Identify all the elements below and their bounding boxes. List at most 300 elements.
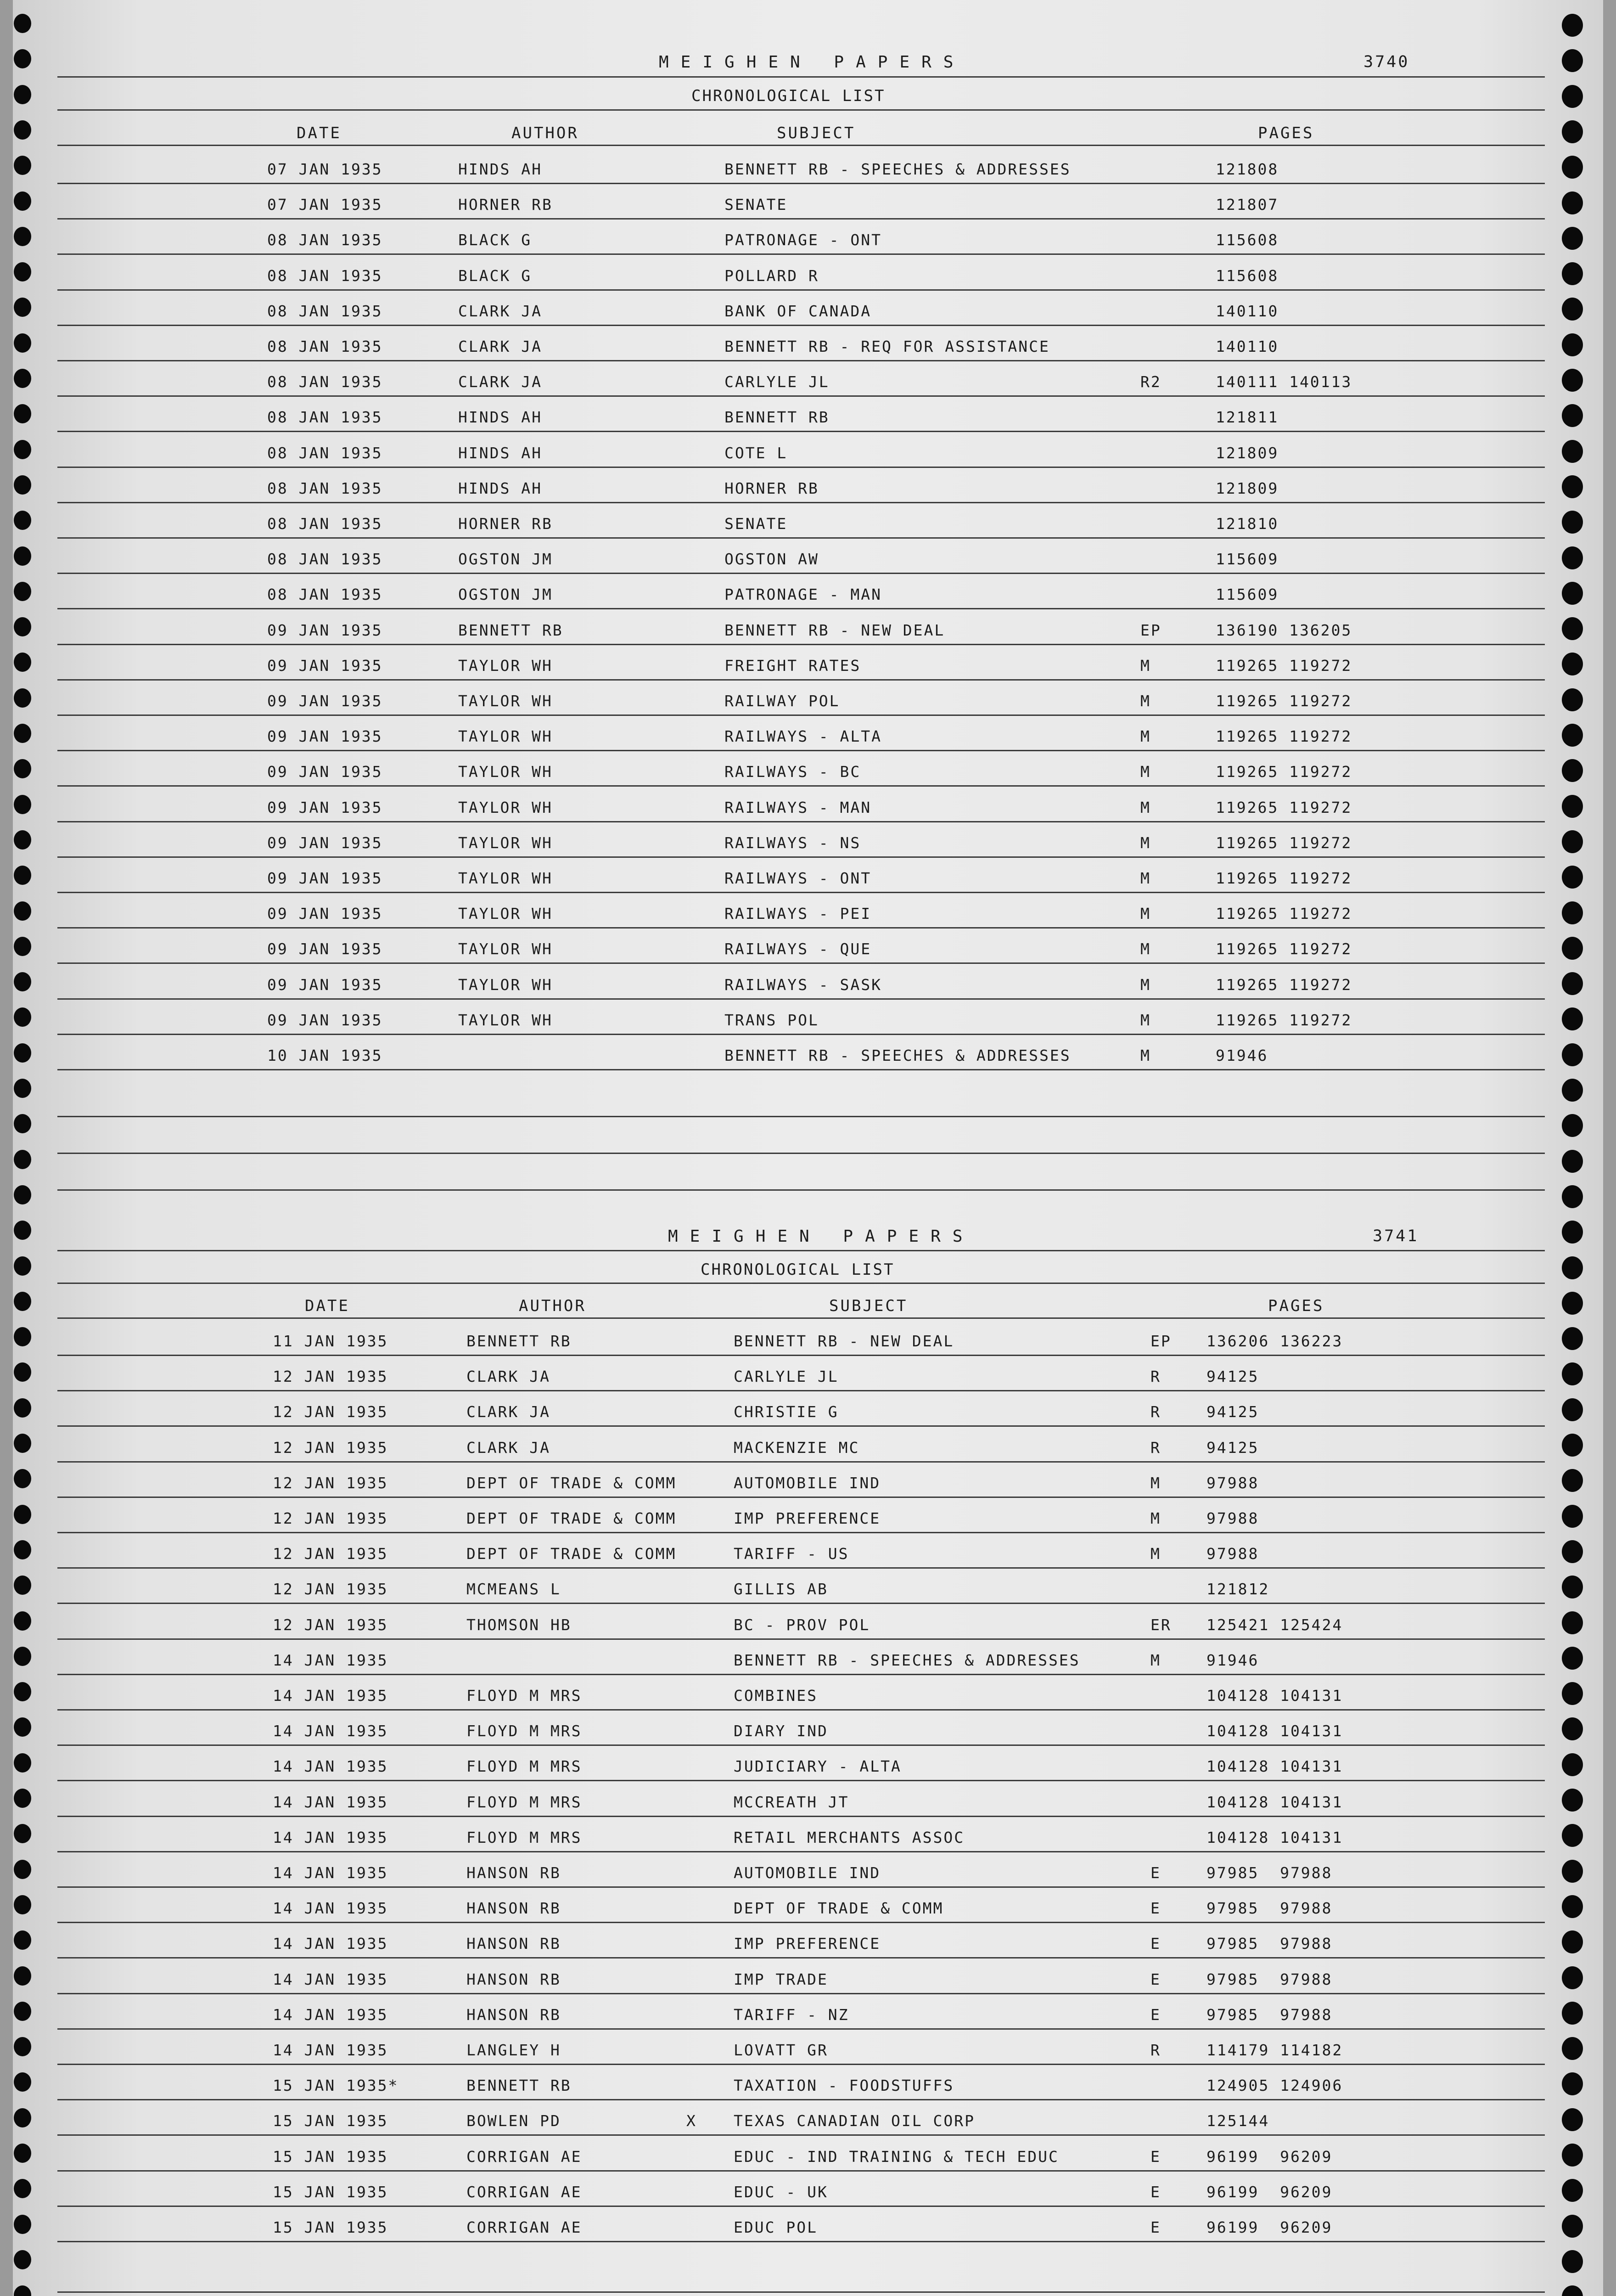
feed-hole	[1562, 546, 1583, 569]
entry-date: 09 JAN 1935	[267, 657, 383, 675]
entry-date: 07 JAN 1935	[267, 160, 383, 178]
feed-hole	[14, 937, 31, 956]
row-rule	[57, 1603, 1545, 1604]
feed-hole	[14, 1007, 31, 1027]
feed-hole	[14, 653, 31, 672]
row-rule	[57, 1461, 1545, 1463]
entry-date: 14 JAN 1935	[273, 1651, 388, 1669]
row-rule	[57, 821, 1545, 822]
column-header-author: AUTHOR	[519, 1297, 586, 1315]
entry-date: 12 JAN 1935	[273, 1580, 388, 1598]
entry-date: 14 JAN 1935	[273, 1829, 388, 1846]
entry-subject: SENATE	[724, 515, 788, 533]
entry-author: BENNETT RB	[458, 621, 563, 639]
feed-hole	[1562, 511, 1583, 534]
entry-author: BLACK G	[458, 231, 532, 249]
entry-subject: BC - PROV POL	[734, 1616, 870, 1634]
entry-date: 08 JAN 1935	[267, 338, 383, 355]
entry-author: TAYLOR WH	[458, 799, 553, 816]
entry-date: 09 JAN 1935	[267, 905, 383, 923]
entry-code: E	[1150, 2183, 1161, 2201]
feed-hole	[1562, 1327, 1583, 1350]
entry-subject: IMP PREFERENCE	[734, 1509, 881, 1527]
entry-date: 08 JAN 1935	[267, 231, 383, 249]
blank-rule	[57, 2291, 1545, 2293]
entry-code: EP	[1140, 621, 1162, 639]
feed-hole	[1562, 972, 1583, 995]
entry-date: 08 JAN 1935	[267, 479, 383, 497]
entry-author: FLOYD M MRS	[466, 1722, 582, 1740]
entry-date: 09 JAN 1935	[267, 1011, 383, 1029]
entry-pages: 121812	[1206, 1580, 1270, 1598]
feed-hole	[1562, 1150, 1583, 1173]
entry-date: 14 JAN 1935	[273, 1970, 388, 1988]
feed-hole	[14, 1150, 31, 1169]
feed-hole	[1562, 156, 1583, 179]
feed-hole	[1562, 227, 1583, 250]
entry-date: 09 JAN 1935	[267, 692, 383, 710]
entry-pages: 97985 97988	[1206, 1899, 1333, 1917]
entry-pages: 94125	[1206, 1403, 1259, 1421]
feed-hole	[1562, 1824, 1583, 1847]
entry-date: 12 JAN 1935	[273, 1509, 388, 1527]
row-rule	[57, 1674, 1545, 1675]
entry-subject: OGSTON AW	[724, 550, 819, 568]
row-rule	[57, 1816, 1545, 1817]
entry-subject: SENATE	[724, 196, 788, 214]
feed-hole	[14, 227, 31, 246]
row-rule	[57, 1390, 1545, 1391]
entry-code: M	[1140, 1011, 1151, 1029]
feed-hole	[14, 49, 31, 68]
entry-date: 12 JAN 1935	[273, 1545, 388, 1563]
entry-date: 14 JAN 1935	[273, 1793, 388, 1811]
entry-subject: BENNETT RB - SPEECHES & ADDRESSES	[724, 160, 1071, 178]
entry-date: 08 JAN 1935	[267, 302, 383, 320]
entry-code: M	[1140, 976, 1151, 994]
row-rule	[57, 431, 1545, 432]
entry-author: HANSON RB	[466, 2006, 561, 2024]
entry-code: M	[1140, 940, 1151, 958]
title-rule	[57, 1250, 1545, 1251]
column-header-subject: SUBJECT	[829, 1297, 908, 1315]
entry-code: E	[1150, 1970, 1161, 1988]
entry-author: HINDS AH	[458, 160, 542, 178]
feed-hole	[1562, 2215, 1583, 2238]
entry-code: R	[1150, 1439, 1161, 1457]
entry-subject: LOVATT GR	[734, 2041, 828, 2059]
feed-hole	[14, 1398, 31, 1418]
feed-hole	[1562, 1611, 1583, 1634]
entry-author: TAYLOR WH	[458, 905, 553, 923]
feed-hole	[1562, 1647, 1583, 1670]
entry-author: CLARK JA	[458, 302, 542, 320]
entry-code: M	[1140, 763, 1151, 781]
feed-hole	[1562, 617, 1583, 640]
entry-date: 09 JAN 1935	[267, 869, 383, 887]
feed-hole	[1562, 440, 1583, 463]
row-rule	[57, 395, 1545, 397]
entry-subject: EDUC - IND TRAINING & TECH EDUC	[734, 2148, 1059, 2166]
entry-subject: FREIGHT RATES	[724, 657, 861, 675]
entry-subject: RAILWAYS - PEI	[724, 905, 872, 923]
entry-date: 15 JAN 1935*	[273, 2077, 399, 2094]
subtitle-rule	[57, 1283, 1545, 1284]
entry-pages: 119265 119272	[1216, 869, 1352, 887]
feed-hole	[14, 866, 31, 885]
row-rule	[57, 679, 1545, 681]
entry-pages: 121808	[1216, 160, 1279, 178]
entry-pages: 119265 119272	[1216, 657, 1352, 675]
feed-hole	[1562, 1966, 1583, 1989]
row-rule	[57, 998, 1545, 1000]
entry-code: M	[1150, 1474, 1161, 1492]
entry-pages: 104128 104131	[1206, 1722, 1343, 1740]
feed-hole	[1562, 1860, 1583, 1883]
entry-pages: 97985 97988	[1206, 1864, 1333, 1882]
entry-author: OGSTON JM	[458, 550, 553, 568]
entry-pages: 104128 104131	[1206, 1687, 1343, 1705]
row-rule	[57, 537, 1545, 539]
feed-hole	[1562, 1505, 1583, 1528]
column-header-pages: PAGES	[1258, 124, 1314, 142]
feed-hole	[14, 1079, 31, 1098]
entry-subject: TRANS POL	[724, 1011, 819, 1029]
entry-pages: 140110	[1216, 302, 1279, 320]
entry-author: HANSON RB	[466, 1864, 561, 1882]
entry-author: TAYLOR WH	[458, 1011, 553, 1029]
entry-author: TAYLOR WH	[458, 869, 553, 887]
entry-author: HINDS AH	[458, 408, 542, 426]
entry-code: M	[1150, 1509, 1161, 1527]
entry-pages: 96199 96209	[1206, 2183, 1333, 2201]
entry-date: 14 JAN 1935	[273, 1899, 388, 1917]
entry-date: 09 JAN 1935	[267, 976, 383, 994]
row-rule	[57, 467, 1545, 468]
entry-code: R	[1150, 2041, 1161, 2059]
entry-code: E	[1150, 2218, 1161, 2236]
entry-subject: RAILWAYS - BC	[724, 763, 861, 781]
row-rule	[57, 325, 1545, 326]
entry-author: CLARK JA	[466, 1439, 550, 1457]
entry-subject: TARIFF - US	[734, 1545, 849, 1563]
entry-subject: BENNETT RB - SPEECHES & ADDRESSES	[724, 1047, 1071, 1064]
entry-author: OGSTON JM	[458, 585, 553, 603]
feed-hole	[14, 1753, 31, 1773]
feed-hole	[14, 333, 31, 353]
feed-hole	[14, 191, 31, 211]
row-rule	[57, 573, 1545, 574]
entry-pages: 96199 96209	[1206, 2218, 1333, 2236]
entry-pages: 136190 136205	[1216, 621, 1352, 639]
entry-author: FLOYD M MRS	[466, 1757, 582, 1775]
feed-hole	[14, 1434, 31, 1453]
entry-pages: 119265 119272	[1216, 976, 1352, 994]
entry-author: HINDS AH	[458, 444, 542, 462]
feed-hole	[14, 795, 31, 814]
entry-pages: 97985 97988	[1206, 1935, 1333, 1953]
entry-pages: 119265 119272	[1216, 940, 1352, 958]
feed-hole	[14, 511, 31, 530]
entry-subject: RAILWAYS - MAN	[724, 799, 872, 816]
row-rule	[57, 927, 1545, 929]
feed-hole	[1562, 49, 1583, 72]
entry-date: 08 JAN 1935	[267, 444, 383, 462]
row-rule	[57, 1745, 1545, 1746]
feed-hole	[1562, 2250, 1583, 2273]
entry-subject: HORNER RB	[724, 479, 819, 497]
entry-mark: X	[686, 2112, 697, 2130]
sheet-title: MEIGHEN PAPERS	[668, 1227, 975, 1246]
row-rule	[57, 2099, 1545, 2100]
entry-author: CLARK JA	[458, 373, 542, 391]
entry-pages: 97985 97988	[1206, 1970, 1333, 1988]
entry-code: M	[1140, 905, 1151, 923]
entry-pages: 121809	[1216, 444, 1279, 462]
entry-subject: DEPT OF TRADE & COMM	[734, 1899, 944, 1917]
entry-code: E	[1150, 2148, 1161, 2166]
feed-hole	[1562, 1292, 1583, 1315]
entry-author: TAYLOR WH	[458, 692, 553, 710]
feed-hole	[1562, 1469, 1583, 1492]
header-rule	[57, 1317, 1545, 1319]
feed-hole	[14, 1966, 31, 1986]
feed-hole	[14, 14, 31, 33]
feed-hole	[1562, 2179, 1583, 2202]
entry-date: 14 JAN 1935	[273, 1687, 388, 1705]
row-rule	[57, 2241, 1545, 2242]
feed-hole	[14, 2215, 31, 2234]
row-rule	[57, 608, 1545, 609]
blank-rule	[57, 1189, 1545, 1191]
entry-pages: 140110	[1216, 338, 1279, 355]
entry-author: CORRIGAN AE	[466, 2218, 582, 2236]
feed-hole	[1562, 1114, 1583, 1137]
feed-hole	[14, 1469, 31, 1488]
feed-hole	[14, 404, 31, 423]
feed-hole	[14, 262, 31, 281]
entry-pages: 124905 124906	[1206, 2077, 1343, 2094]
row-rule	[57, 892, 1545, 893]
entry-author: CORRIGAN AE	[466, 2148, 582, 2166]
row-rule	[57, 1993, 1545, 1994]
feed-hole	[14, 2179, 31, 2198]
feed-hole	[14, 724, 31, 743]
entry-subject: RAILWAYS - QUE	[724, 940, 872, 958]
entry-author: LANGLEY H	[466, 2041, 561, 2059]
entry-subject: RAILWAYS - ALTA	[724, 727, 882, 745]
feed-hole	[1562, 1576, 1583, 1598]
feed-hole	[1562, 1362, 1583, 1385]
entry-code: R	[1150, 1367, 1161, 1385]
row-rule	[57, 644, 1545, 645]
entry-author: FLOYD M MRS	[466, 1793, 582, 1811]
feed-hole	[1562, 1753, 1583, 1776]
entry-date: 14 JAN 1935	[273, 1722, 388, 1740]
feed-hole	[14, 1505, 31, 1524]
page-number: 3741	[1373, 1227, 1419, 1245]
feed-hole	[1562, 369, 1583, 392]
entry-subject: TAXATION - FOODSTUFFS	[734, 2077, 954, 2094]
entry-date: 08 JAN 1935	[267, 373, 383, 391]
entry-pages: 91946	[1216, 1047, 1268, 1064]
feed-hole	[1562, 2285, 1583, 2296]
entry-date: 14 JAN 1935	[273, 2041, 388, 2059]
feed-hole	[1562, 1398, 1583, 1421]
entry-code: E	[1150, 1935, 1161, 1953]
entry-pages: 104128 104131	[1206, 1829, 1343, 1846]
entry-author: CLARK JA	[458, 338, 542, 355]
entry-pages: 114179 114182	[1206, 2041, 1343, 2059]
column-header-subject: SUBJECT	[777, 124, 856, 142]
entry-author: BENNETT RB	[466, 1332, 572, 1350]
entry-date: 14 JAN 1935	[273, 2006, 388, 2024]
row-rule	[57, 1709, 1545, 1711]
entry-author: HANSON RB	[466, 1899, 561, 1917]
entry-code: M	[1150, 1651, 1161, 1669]
entry-pages: 121807	[1216, 196, 1279, 214]
feed-hole	[14, 1185, 31, 1204]
entry-author: THOMSON HB	[466, 1616, 572, 1634]
entry-code: E	[1150, 2006, 1161, 2024]
entry-code: M	[1140, 692, 1151, 710]
entry-code: M	[1150, 1545, 1161, 1563]
entry-author: HANSON RB	[466, 1970, 561, 1988]
feed-hole	[14, 2108, 31, 2127]
entry-subject: CARLYLE JL	[724, 373, 830, 391]
feed-hole	[1562, 475, 1583, 498]
row-rule	[57, 856, 1545, 858]
entry-date: 14 JAN 1935	[273, 1935, 388, 1953]
entry-pages: 115608	[1216, 231, 1279, 249]
feed-hole	[1562, 120, 1583, 143]
row-rule	[57, 1567, 1545, 1569]
feed-hole	[14, 1221, 31, 1240]
feed-hole	[14, 440, 31, 459]
entry-pages: 119265 119272	[1216, 799, 1352, 816]
feed-hole	[14, 617, 31, 636]
entry-code: M	[1140, 799, 1151, 816]
entry-author: HORNER RB	[458, 515, 553, 533]
entry-author: TAYLOR WH	[458, 940, 553, 958]
feed-hole	[14, 298, 31, 317]
entry-code: ER	[1150, 1616, 1172, 1634]
feed-hole	[1562, 191, 1583, 214]
row-rule	[57, 1638, 1545, 1640]
row-rule	[57, 253, 1545, 255]
entry-author: DEPT OF TRADE & COMM	[466, 1545, 677, 1563]
entry-date: 08 JAN 1935	[267, 550, 383, 568]
blank-rule	[57, 1153, 1545, 1154]
feed-hole	[14, 2250, 31, 2269]
entry-pages: 115609	[1216, 550, 1279, 568]
entry-pages: 119265 119272	[1216, 763, 1352, 781]
feed-hole	[14, 1327, 31, 1346]
entry-date: 10 JAN 1935	[267, 1047, 383, 1064]
row-rule	[57, 1922, 1545, 1923]
entry-pages: 125144	[1206, 2112, 1270, 2130]
entry-date: 15 JAN 1935	[273, 2183, 388, 2201]
entry-author: CLARK JA	[466, 1367, 550, 1385]
entry-subject: EDUC - UK	[734, 2183, 828, 2201]
entry-pages: 91946	[1206, 1651, 1259, 1669]
feed-hole	[1562, 724, 1583, 747]
entry-subject: MACKENZIE MC	[734, 1439, 860, 1457]
entry-subject: BENNETT RB - REQ FOR ASSISTANCE	[724, 338, 1050, 355]
feed-hole	[14, 2144, 31, 2163]
feed-hole	[1562, 1079, 1583, 1102]
feed-hole	[14, 759, 31, 778]
entry-author: CLARK JA	[466, 1403, 550, 1421]
feed-hole	[14, 2285, 31, 2296]
feed-hole	[1562, 2144, 1583, 2167]
row-rule	[57, 785, 1545, 787]
entry-date: 12 JAN 1935	[273, 1616, 388, 1634]
tractor-feed-holes-right	[1562, 0, 1591, 2296]
entry-author: MCMEANS L	[466, 1580, 561, 1598]
entry-date: 09 JAN 1935	[267, 727, 383, 745]
entry-subject: GILLIS AB	[734, 1580, 828, 1598]
feed-hole	[1562, 795, 1583, 818]
entry-pages: 119265 119272	[1216, 905, 1352, 923]
feed-hole	[14, 688, 31, 708]
feed-hole	[1562, 1221, 1583, 1244]
row-rule	[57, 2170, 1545, 2172]
feed-hole	[14, 1682, 31, 1701]
feed-hole	[1562, 1007, 1583, 1030]
entry-date: 15 JAN 1935	[273, 2148, 388, 2166]
entry-date: 14 JAN 1935	[273, 1757, 388, 1775]
feed-hole	[14, 1895, 31, 1914]
feed-hole	[1562, 14, 1583, 37]
feed-hole	[1562, 2072, 1583, 2095]
feed-hole	[14, 1362, 31, 1382]
entry-date: 15 JAN 1935	[273, 2218, 388, 2236]
entry-pages: 97985 97988	[1206, 2006, 1333, 2024]
entry-date: 12 JAN 1935	[273, 1439, 388, 1457]
row-rule	[57, 1532, 1545, 1533]
feed-hole	[14, 1611, 31, 1631]
entry-subject: PATRONAGE - ONT	[724, 231, 882, 249]
feed-hole	[1562, 759, 1583, 782]
row-rule	[57, 360, 1545, 361]
entry-author: HORNER RB	[458, 196, 553, 214]
feed-hole	[14, 2002, 31, 2021]
feed-hole	[1562, 582, 1583, 605]
feed-hole	[1562, 262, 1583, 285]
row-rule	[57, 2028, 1545, 2030]
entry-pages: 125421 125424	[1206, 1616, 1343, 1634]
entry-author: FLOYD M MRS	[466, 1687, 582, 1705]
entry-author: TAYLOR WH	[458, 976, 553, 994]
row-rule	[57, 2064, 1545, 2065]
row-rule	[57, 962, 1545, 964]
entry-date: 12 JAN 1935	[273, 1474, 388, 1492]
feed-hole	[14, 369, 31, 388]
feed-hole	[1562, 688, 1583, 711]
feed-hole	[14, 120, 31, 140]
row-rule	[57, 1355, 1545, 1356]
entry-subject: BENNETT RB - NEW DEAL	[724, 621, 945, 639]
entry-subject: RAILWAYS - ONT	[724, 869, 872, 887]
entry-code: M	[1140, 657, 1151, 675]
entry-subject: BENNETT RB	[724, 408, 830, 426]
entry-subject: MCCREATH JT	[734, 1793, 849, 1811]
entry-subject: COTE L	[724, 444, 788, 462]
entry-pages: 97988	[1206, 1509, 1259, 1527]
entry-date: 09 JAN 1935	[267, 799, 383, 816]
feed-hole	[14, 1043, 31, 1063]
